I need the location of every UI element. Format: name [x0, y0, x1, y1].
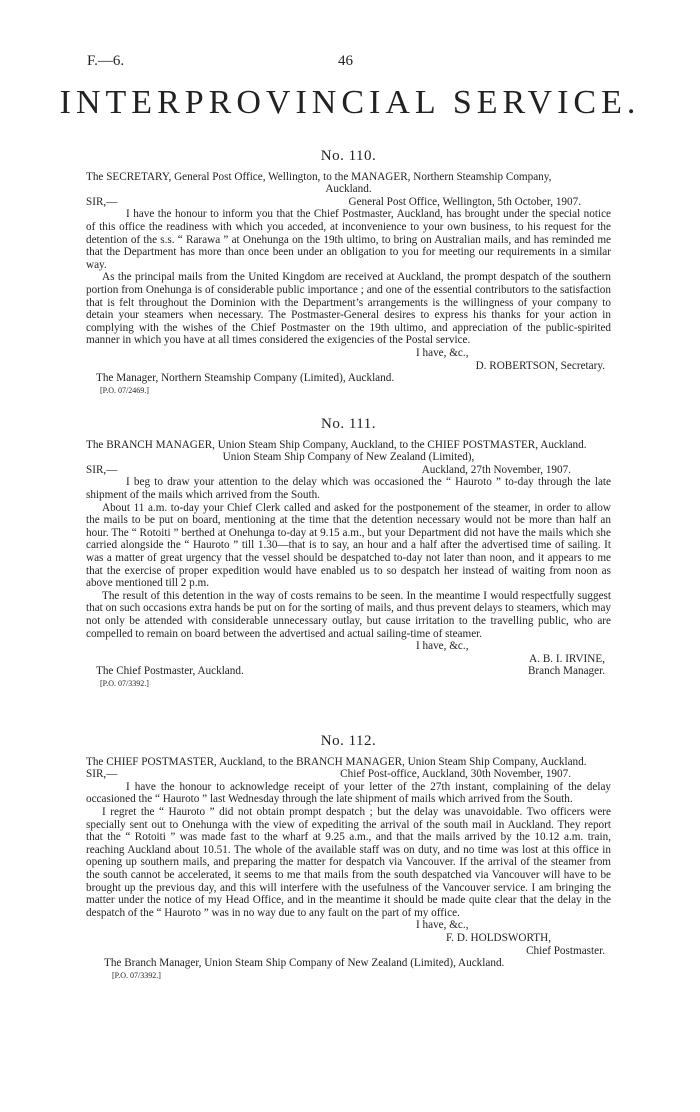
closing: I have, &c., [416, 640, 469, 653]
paragraph: The result of this detention in the way of costs remains to be seen. In the meantime I would respectfully suggest that on such occasions extra hands be put on for the sorting of mails, and thus prevent delays to steamers, which may not only be attended with considerable unnecessary outlay, but cause irritation to the travelling public, who are compelled to remain on board between the advertised and actual sailing-time of steamer. [86, 589, 611, 640]
letter-number: No. 110. [320, 148, 377, 164]
paragraph: About 11 a.m. to-day your Chief Clerk called and asked for the postponement of the steamer, in order to allow the mails to be put on board, mentioning at the time that the detention necessary would not be more than half an hour. The “ Rotoiti ” berthed at Onehunga to-day at 9.15 a.m., but your Department did not have the mails which she carried alongside the “ Hauroto ” till 1.30—that is to say, an hour and a half after the advertised time of sailing. It was a matter of great urgency that the vessel should be despatched to-day not later than noon, and it appears to me that the exercise of proper expedition would have enabled us to so despatch her instead of waiting from noon as above mentioned till 2 p.m. [86, 501, 611, 590]
letter-heading: The CHIEF POSTMASTER, Auckland, to the BRANCH MANAGER, Union Steam Ship Company, Auckland. [86, 755, 587, 768]
letter-112 [86, 735, 611, 982]
place: Union Steam Ship Company of New Zealand (Limited), [222, 451, 475, 464]
letter-number: No. 111. [321, 416, 376, 432]
signature: D. ROBERTSON, Secretary. [475, 359, 605, 372]
paragraph: I have the honour to inform you that the Chief Postmaster, Auckland, has brought under the special notice of this office the readiness with which you acceded, at inconvenience to your own business, to his request for the detention of the s.s. “ Rarawa ” at Onehunga on the 19th ultimo, to bring on Australian mails, and has reminded me that the Department has more than once been under an obligation to you for meeting our requirements in a similar way. [86, 208, 611, 271]
closing: I have, &c., [416, 346, 469, 359]
reference: [P.O. 07/2469.] [100, 385, 149, 395]
page-number: 46 [338, 53, 353, 69]
place-date: Auckland, 27th November, 1907. [421, 463, 571, 476]
paragraph: I have the honour to acknowledge receipt of your letter of the 27th instant, complaining of the delay occasioned the “ Hauroto ” last Wednesday through the late shipment of mails which arrived from the South. [86, 780, 611, 806]
letter-111 [86, 418, 611, 690]
reference: [P.O. 07/3392.] [112, 970, 161, 980]
place-date: General Post Office, Wellington, 5th October, 1907. [348, 195, 581, 208]
letter-heading: The BRANCH MANAGER, Union Steam Ship Company, Auckland, to the CHIEF POSTMASTER, Auckland. [86, 438, 587, 451]
document-code: F.—6. [87, 53, 125, 69]
place-date: Chief Post-office, Auckland, 30th November, 1907. [340, 768, 571, 781]
salutation: SIR,— [86, 195, 118, 208]
paragraph: I beg to draw your attention to the delay which was occasioned the “ Hauroto ” to-day through the late shipment of the mails which arrived from the South. [86, 476, 611, 501]
addressee: The Manager, Northern Steamship Company (Limited), Auckland. [96, 372, 395, 385]
letter-heading: The SECRETARY, General Post Office, Wellington, to the MANAGER, Northern Steamship Company, [86, 170, 552, 183]
closing: I have, &c., [416, 919, 469, 932]
salutation: SIR,— [86, 463, 118, 476]
signature: A. B. I. IRVINE, [529, 652, 605, 665]
letter-heading-cont: Auckland. [325, 183, 372, 196]
page-title: INTERPROVINCIAL SERVICE. [59, 84, 641, 121]
paragraph: As the principal mails from the United Kingdom are received at Auckland, the prompt despatch of the southern portion from Onehunga is of considerable public importance ; and one of the essential contributors to the satisfaction that is felt throughout the Dominion with the Department’s arrangements is the willingness of your company to detain your steamers when necessary. The Postmaster-General desires to express his thanks for your action in complying with the wishes of the Chief Postmaster on the 19th ultimo, and appreciation of the public-spirited manner in which you have at all times considered the exigencies of the Postal service. [86, 271, 611, 347]
reference: [P.O. 07/3392.] [100, 678, 149, 688]
signatory-title: Branch Manager. [527, 665, 605, 678]
signature: F. D. HOLDSWORTH, [445, 931, 551, 944]
addressee: The Branch Manager, Union Steam Ship Company of New Zealand (Limited), Auckland. [104, 957, 505, 970]
salutation: SIR,— [86, 768, 118, 781]
letter-110 [86, 150, 611, 397]
paragraph: I regret the “ Hauroto ” did not obtain prompt despatch ; but the delay was unavoidable. Two officers were specially sent out to Onehunga with the view of expediting the arrival of the south mail in Auckland. They report that the “ Rotoiti ” was made fast to the wharf at 9.25 a.m., and that the mails arrived by the 10.12 a.m. train, reaching Auckland about 10.51. The whole of the available staff was on duty, and no time was lost at this office in opening up southern mails, and preparing the matter for despatch via Vancouver. If the arrival of the steamer from the south cannot be accelerated, it seems to me that mails from the south despatched via Vancouver will have to be brought up the previous day, and this will interfere with the usefulness of the Vancouver service. I am bringing the matter under the notice of my Head Office, and in the meantime it should be made quite clear that the delay in the despatch of the “ Hauroto ” was in no way due to any fault on the part of my office. [86, 805, 611, 919]
addressee: The Chief Postmaster, Auckland. [96, 665, 244, 678]
letter-number: No. 112. [320, 733, 377, 749]
signatory-title: Chief Postmaster. [526, 944, 605, 957]
